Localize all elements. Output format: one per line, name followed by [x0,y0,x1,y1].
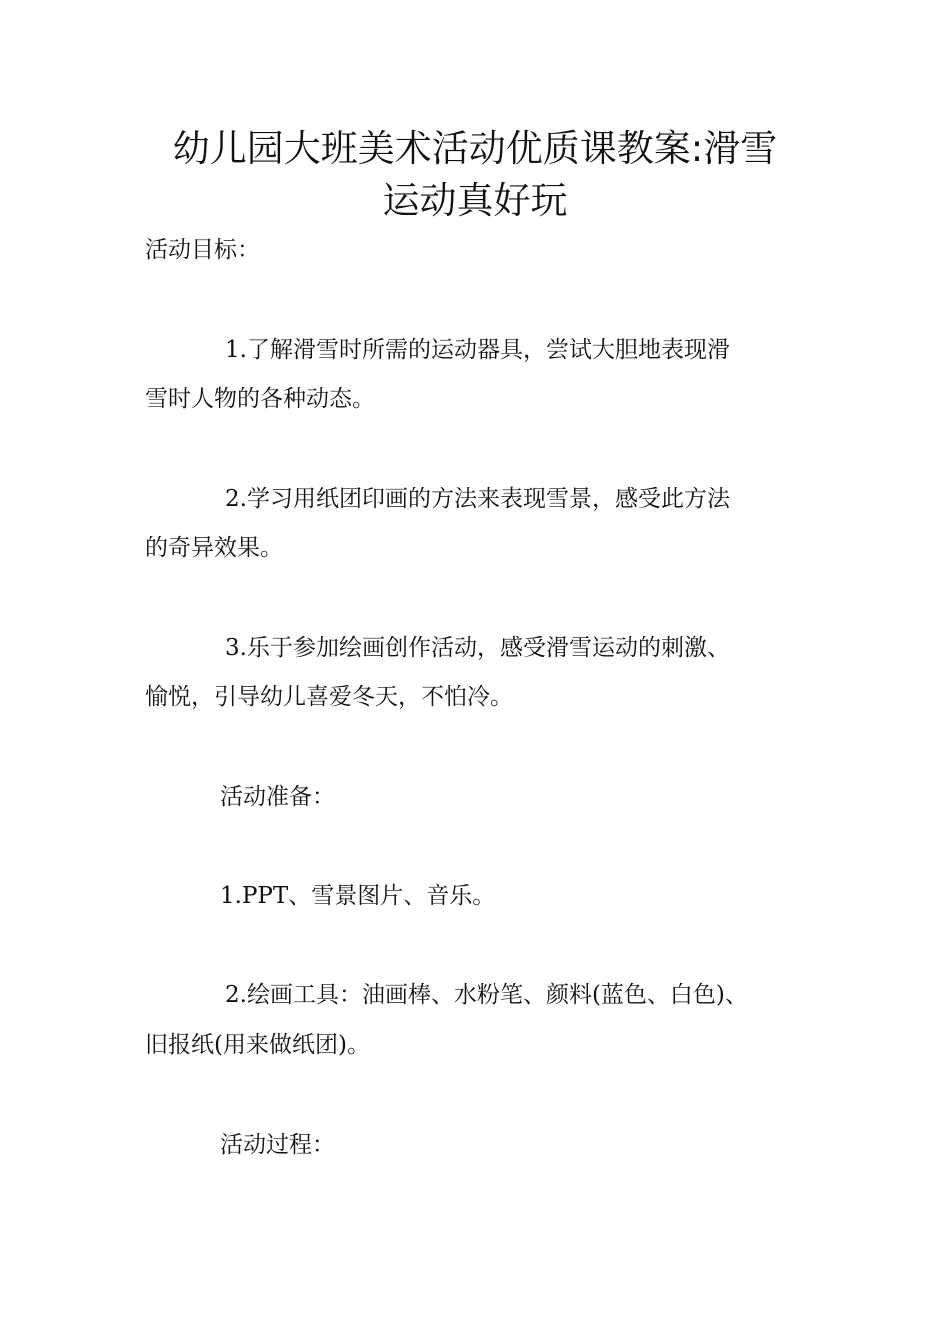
prep-item-1: 1.PPT、雪景图片、音乐。 [220,883,496,909]
goal-1-line-1: 1.了解滑雪时所需的运动器具，尝试大胆地表现滑 [225,337,730,363]
goal-3-line-2: 愉悦，引导幼儿喜爱冬天，不怕冷。 [145,684,513,710]
prep-item-2-line-1: 2.绘画工具：油画棒、水粉笔、颜料(蓝色、白色)、 [225,982,748,1008]
goal-2-line-2: 的奇异效果。 [145,535,283,561]
goal-1-line-2: 雪时人物的各种动态。 [145,386,375,412]
section-heading-goals: 活动目标： [145,237,260,263]
document-title-line-2: 运动真好玩 [382,179,568,222]
document-title-line-1: 幼儿园大班美术活动优质课教案:滑雪 [172,127,778,170]
goal-3-line-1: 3.乐于参加绘画创作活动，感受滑雪运动的刺激、 [225,635,730,661]
section-heading-preparation: 活动准备： [220,784,335,810]
section-heading-process: 活动过程： [220,1132,335,1158]
goal-2-line-1: 2.学习用纸团印画的方法来表现雪景，感受此方法 [225,486,730,512]
prep-item-2-line-2: 旧报纸(用来做纸团)。 [145,1032,370,1058]
